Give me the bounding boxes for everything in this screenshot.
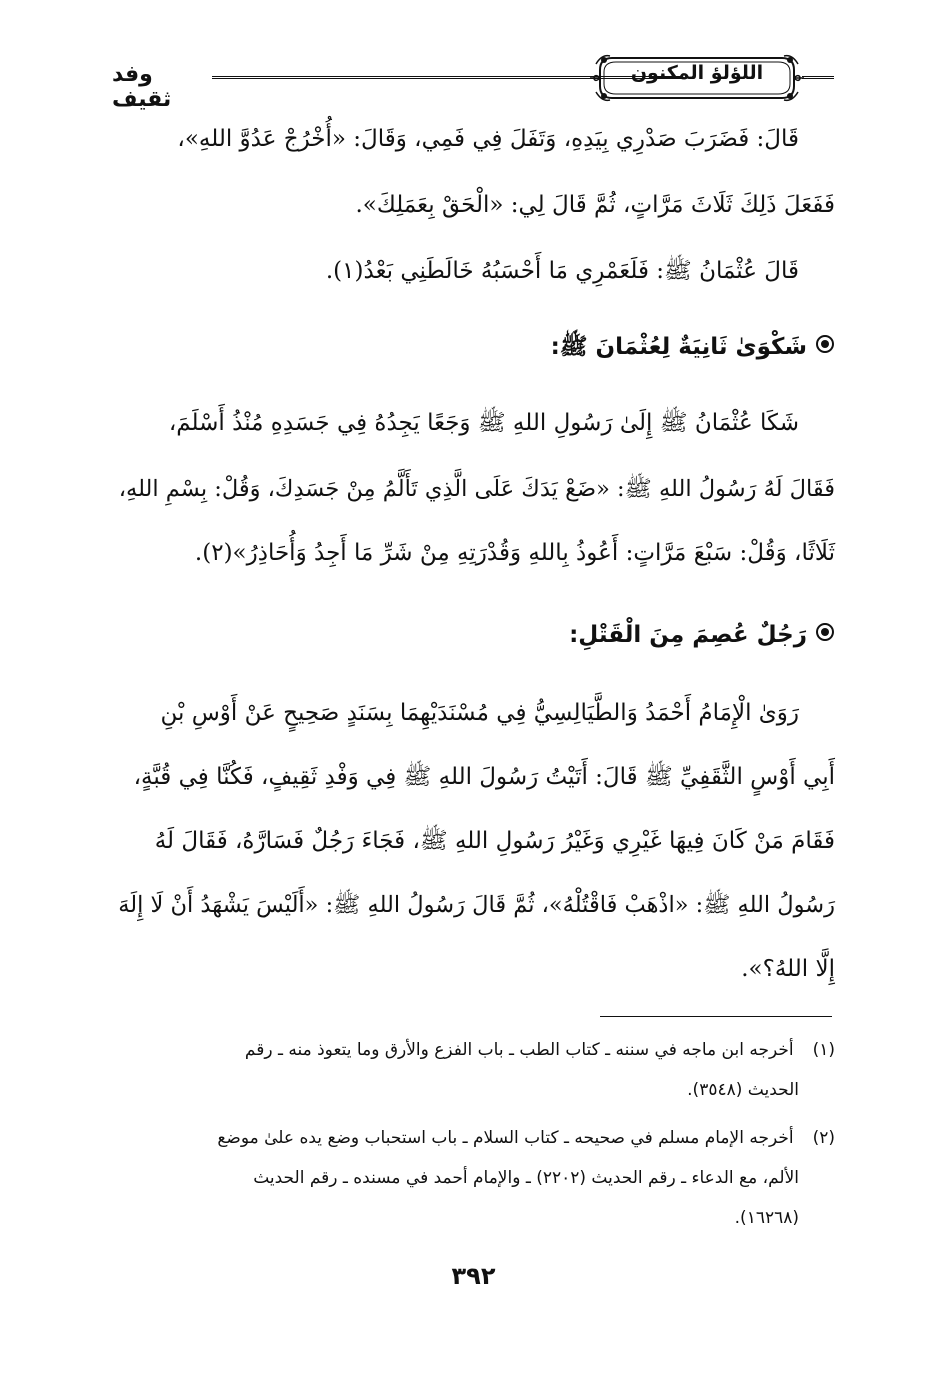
footnote-text: أخرجه الإمام مسلم في صحيحه ـ كتاب السلام ـ باب استحباب وضع يده علىٰ موضع [217,1128,794,1148]
text-line: فَفَعَلَ ذَلِكَ ثَلَاثَ مَرَّاتٍ، ثُمَّ قَالَ لِي: «الْحَقْ بِعَمَلِكَ». [355,192,835,218]
text-line: فَقَامَ مَنْ كَانَ فِيهَا غَيْرِي وَغَيْرُ رَسُولِ اللهِ ﷺ، فَجَاءَ رَجُلٌ فَسَارَّهُ، فَقَالَ لَهُ [154,828,835,854]
footnote-line: الحديث (٣٥٤٨). [687,1080,799,1100]
footnote-separator [600,1016,832,1017]
text-line: شَكَا عُثْمَانُ ﷺ إِلَىٰ رَسُولِ اللهِ ﷺ وَجَعًا يَجِدُهُ فِي جَسَدِهِ مُنْذُ أَسْلَمَ، [168,410,799,436]
text-line: رَسُولُ اللهِ ﷺ: «اذْهَبْ فَاقْتُلْهُ»، ثُمَّ قَالَ رَسُولُ اللهِ ﷺ: «أَلَيْسَ يَشْهَدُ أَنْ لَا إِلَهَ [118,892,835,918]
section-heading-text: رَجُلٌ عُصِمَ مِنَ الْقَتْلِ: [569,622,807,648]
text-line: قَالَ عُثْمَانُ ﷺ: فَلَعَمْرِي مَا أَحْسَبُهُ خَالَطَنِي بَعْدُ(١). [325,258,799,284]
flower-bullet-icon [815,334,835,362]
section-heading [569,622,835,650]
section-heading [551,334,835,362]
text-line: قَالَ: فَضَرَبَ صَدْرِي بِيَدِهِ، وَتَفَلَ فِي فَمِي، وَقَالَ: «أُخْرُجْ عَدُوَّ اللهِ»، [177,126,799,152]
section-heading-text: شَكْوَىٰ ثَانِيَةٌ لِعُثْمَانَ ﷺ: [550,334,807,360]
text-line: ثَلَاثًا، وَقُلْ: سَبْعَ مَرَّاتٍ: أَعُوذُ بِاللهِ وَقُدْرَتِهِ مِنْ شَرِّ مَا أَجِدُ وَأُحَاذِرُ»(٢). [194,540,835,566]
footnote-line [217,1128,835,1148]
running-title: وفد ثقيف [112,62,172,112]
footnote-text: أخرجه ابن ماجه في سننه ـ كتاب الطب ـ باب الفزع والأرق وما يتعوذ منه ـ رقم [244,1040,794,1060]
header-rule-right [802,76,834,79]
text-line: إِلَّا اللهُ؟». [741,956,835,982]
book-title: اللؤلؤ المكنون [630,62,764,84]
flower-bullet-icon [815,622,835,650]
footnote-number: (٢) [812,1128,835,1148]
text-line: رَوَىٰ الْإِمَامُ أَحْمَدُ وَالطَّيَالِسِيُّ فِي مُسْنَدَيْهِمَا بِسَنَدٍ صَحِيحٍ عَنْ أَوْسِ بْنِ [160,700,799,726]
book-title-frame [590,52,804,104]
footnote-number: (١) [812,1040,835,1060]
footnote-line: الألم، مع الدعاء ـ رقم الحديث (٢٢٠٢) ـ والإمام أحمد في مسنده ـ رقم الحديث [253,1168,799,1188]
footnote-line [245,1040,835,1060]
page-number: ٣٩٢ [451,1262,496,1290]
text-line: أَبِي أَوْسٍ الثَّقَفِيِّ ﷺ قَالَ: أَتَيْتُ رَسُولَ اللهِ ﷺ فِي وَفْدِ ثَقِيفٍ، فَكُنَّا فِي قُبَّةٍ، [133,764,835,790]
page-header [112,52,834,112]
footnote-line: (١٦٢٦٨). [734,1208,799,1228]
text-line: فَقَالَ لَهُ رَسُولُ اللهِ ﷺ: «ضَعْ يَدَكَ عَلَى الَّذِي تَأَلَّمُ مِنْ جَسَدِكَ، وَقُلْ: بِسْمِ اللهِ، [118,476,835,502]
